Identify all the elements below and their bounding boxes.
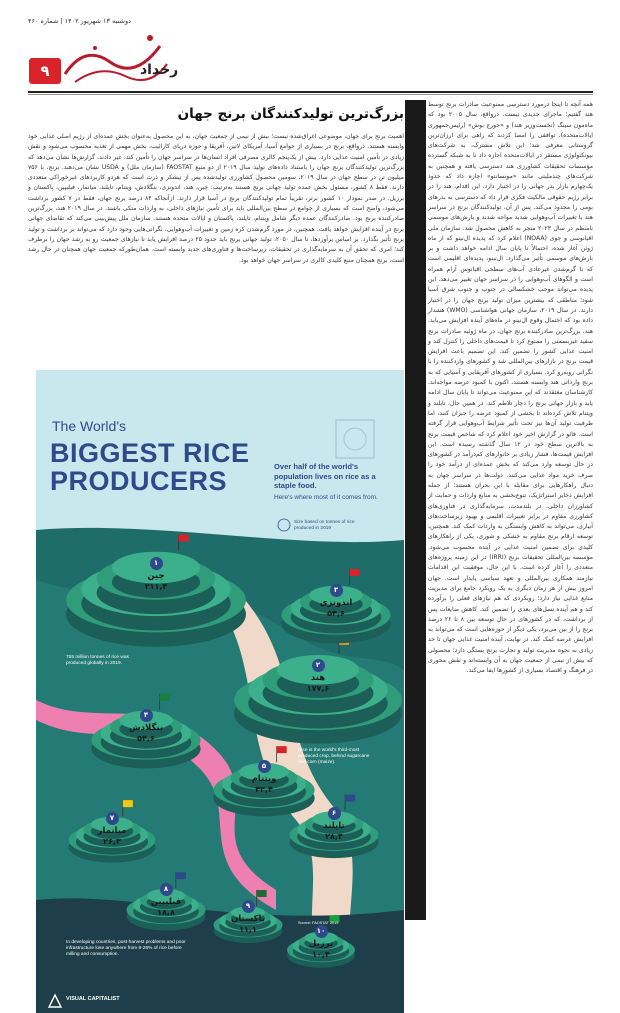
infographic-subtitle2: Here's where most of it comes from. [274,494,378,501]
article-lead: اهمیت برنج برای جهان، موضوعی اغراق‌شده نیست؛ بیش از نیمی از جمعیت جهان، به این محصول به‌عنوان بخش عمده‌ای از رژیم اصلی غذایی خود وابسته هستند. درواقع، برنج در بسیاری از جوامع آسیا، آمریکای لاتین، آفریقا و حوزه دریای کارائیب، بخش مهمی از تغذیه محسوب می‌شود و نقش زیادی در تأمین امنیت غذایی دارد. بیش از یک‌پنجم کالری مصرفی افراد انسان‌ها در سراسر جهان را تأمین کند. غیر دادند. گزارش‌ها نشان می‌دهد که بزرگ‌ترین تولیدکنندگان برنج جهان را باستناد داده‌های تولید سال ۲۰۱۹ از دو منبع FAOSTAT (سازمان ملل) و USDA نشان می‌دهند. برنج، با ۷۵۶ میلیون تن در سطح جهان در سال ۲۰۱۹، سومین محصول کشاورزی تولیدشده پس از نیشکر و ذرت است که هردو کاربردهای غیرخوراکی متعددی دارند. فقط ۸ کشور، مسئول بخش عمده تولید جهانی برنج هستند به‌ترتیب: چین، هند، اندونزی، بنگلادش، ویتنام، تایلند، میانمار، فیلیپین، پاکستان و برزیل. در صدر نمودار ۱۰ کشور برتر، تقریباً تمام تولیدکنندگان برنج در آسیا قرار دارند. ازآنجاکه ۸۴ درصد برنج جهان، فقط در ۷ کشور برداشت می‌شود، واضح است که بسیاری از جوامع در سطح بین‌المللی باید برای تأمین نیازهای داخلی، به واردات متکی باشند. در سال ۲۰۱۹ هند، بزرگ‌ترین صادرکننده برنج بود. صادرکنندگان عمده دیگر شامل ویتنام، تایلند، پاکستان و ایالات متحده هستند. سازمان ملل پیش‌بینی می‌کند که تقاضای جهانی برنج در آینده افزایش خواهد یافت. همچنین، در مورد گرم‌شدن کره زمین و تغییرات آب‌وهوایی، نگرانی‌هایی وجود دارد که می‌تواند بر برداشت و تولید برنج تأثیر بگذارد. بر اساس برآوردها، تا سال ۲۰۵۰، تولید جهانی برنج باید حدود ۲۵ درصد افزایش یابد تا نیازهای جمعیت رو به رشد جهان را برطرف کند؛ امری که تحقق آن به سرمایه‌گذاری در تحقیقات، زیرساخت‌ها و فناوری‌های جدید وابسته است. همان‌طورکه جمعیت جهان همچنان در حال رشد است، برنج همچنان منبع کلیدی کالری در سراسر جهان خواهد بود. [28,133,405,264]
country-value: ۱۱,۱ [239,924,257,934]
sidebar-article: همه آنچه تا اینجا درمورد دسترسی ممنوعیت صادرات برنج توسط هند گفتیم؛ ماجرای جدیدی نیست. درواقع، سال ۲۰۰۵ بود که ماه‌مون سینگ (نخست‌وزیر هند) و «جورج بوش» (رئیس‌جمهوری ایالات‌متحده)، توافقی را امضا کردند که راهی برای ارزان‌ترین گروستانی معرفی شد؛ این تلاش مشترک، به شرکت‌های بیوتکنولوژی مستقر در ایالات‌متحده اجازه داد تا به شبکه گسترده مؤسسات تحقیقات کشاورزی هند دسترسی یافته و همچنین به شرکت‌های چندملیتی مانند «مونسانتو» اجازه داد که حدود یک‌چهارم بازار بذر جهانی را در اختیار دارد. این اقدام، هند را در برابر رژیم حقوقی مالکیت فکری قرار داد که دسترسی به بذرهای بومی را محدود می‌کند. پس از آن، تولیدکنندگان برنج در سراسر هند با تغییرات آب‌وهوایی شدید مواجه شدند و بارش‌های موسمی نامنظم در سال ۲۰۲۳ منجر به کاهش محصول شد. سازمان ملی اقیانوسی و جوی (NOAA) اعلام کرد که پدیده ال‌نینو که از ماه ژوئن آغاز شده، احتمالاً تا پایان سال ادامه خواهد داشت و بر بارش‌های موسمی تأثیر می‌گذارد. ال‌نینو، پدیده‌ای اقلیمی است که با گرم‌شدن غیرعادی آب‌های سطحی اقیانوس آرام همراه است و الگوهای آب‌وهوایی را در سراسر جهان تغییر می‌دهد. این پدیده می‌تواند موجب خشکسالی در جنوب و جنوب شرق آسیا شود؛ مناطقی که بیشترین میزان تولید برنج جهان را در اختیار دارند. در سال ۲۰۱۹، سازمان جهانی هواشناسی (WMO) هشدار داده بود که احتمال وقوع ال‌نینو در ماه‌های آینده افزایش می‌یابد. هند، بزرگ‌ترین صادرکننده برنج جهان، در ماه ژوئیه صادرات برنج سفید غیربسمتی را ممنوع کرد تا قیمت‌های داخلی را کنترل کند و امنیت غذایی کشور را تضمین کند. این تصمیم باعث افزایش قیمت برنج در بازارهای بین‌المللی شد و کشورهای واردکننده را با نگرانی روبه‌رو کرد. بسیاری از کشورهای آفریقایی و آسیایی که به برنج وارداتی هند وابسته هستند، اکنون با کمبود عرضه مواجه‌اند. کارشناسان معتقدند که این ممنوعیت می‌تواند تا پایان سال ادامه یابد و بازار جهانی برنج را دچار تلاطم کند. در همین حال، تایلند و ویتنام تلاش کرده‌اند تا بخشی از کمبود عرضه را جبران کنند، اما ظرفیت تولید آن‌ها نیز تحت تأثیر شرایط آب‌وهوایی قرار گرفته است. فائو در گزارش اخیر خود اعلام کرد که شاخص قیمت برنج به بالاترین سطح خود در ۱۲ سال گذشته رسیده است. این افزایش قیمت‌ها، فشار زیادی بر خانوارهای کم‌درآمد در کشورهای در حال توسعه وارد می‌کند که بخش عمده‌ای از درآمد خود را صرف خرید مواد غذایی می‌کنند. دولت‌ها در سراسر جهان به دنبال راهکارهایی برای مقابله با این بحران هستند؛ از جمله افزایش ذخایر استراتژیک، تنوع‌بخشی به منابع واردات و حمایت از کشاورزان داخلی. در بلندمدت، سرمایه‌گذاری در فناوری‌های کشاورزی مقاوم در برابر تغییرات اقلیمی و بهبود زیرساخت‌های آبیاری، می‌تواند به کاهش وابستگی به واردات کمک کند. همچنین، توسعه ارقام برنج مقاوم به خشکی و شوری، یکی از راهکارهای کلیدی برای تضمین امنیت غذایی در آینده محسوب می‌شود. مؤسسه بین‌المللی تحقیقات برنج (IRRI) در این زمینه پروژه‌های متعددی را آغاز کرده است. با این حال، موفقیت این اقدامات نیازمند همکاری بین‌المللی و تعهد سیاسی پایدار است. جهان امروز بیش از هر زمان دیگری به یک رویکرد جامع برای مدیریت منابع غذایی نیاز دارد؛ رویکردی که هم نیازهای فعلی را برآورده کند و هم آینده نسل‌های بعدی را تضمین کند. کاهش ضایعات پس از برداشت، که در کشورهای در حال توسعه بین ۸ تا ۲۶ درصد برنج را از بین می‌برد، یکی دیگر از حوزه‌هایی است که می‌تواند به افزایش عرضه کمک کند. در نهایت، آینده امنیت غذایی جهان تا حد زیادی به نحوه مدیریت تولید و تجارت برنج بستگی دارد؛ محصولی که بیش از نیمی از جمعیت جهان به آن وابسته‌اند و نقش محوری در فرهنگ و اقتصاد بسیاری از کشورها ایفا می‌کند. [428,101,594,675]
country-label [116,723,176,744]
country-value: ۱۰,۴ [312,950,330,960]
rank-badge: ۵ [258,760,271,773]
country-name: برزیل [308,939,334,950]
country-label [136,897,196,918]
country-name: هند [310,673,326,684]
country-name: بنگلادش [128,722,164,733]
rank-badge: ۱۰ [315,925,328,938]
country-label [126,571,186,592]
rank-badge: ۸ [160,883,173,896]
infographic-footer [36,988,404,1013]
country-name: میانمار [97,826,127,837]
newspaper-logo [55,24,175,92]
country-value: ۵۴,۶ [327,608,345,618]
country-name: ویتنام [251,773,277,784]
main-article [28,100,405,1002]
country-label [82,826,142,847]
flag [257,890,267,897]
rank-badge: ۳ [330,584,343,597]
country-label [306,598,366,619]
flag [277,746,287,753]
rank-badge: ۹ [242,900,255,913]
infographic-subtitle: Over half of the world's population lives on rice as a staple food. [274,462,376,490]
rank-badge: ۶ [328,807,341,820]
infographic-size-note: Size based on tonnes of rice produced in 2019 [294,520,355,531]
infographic-title-line2: BIGGEST RICE [50,438,250,468]
rank-badge: ۱ [150,557,163,570]
size-legend-circle [278,519,290,531]
flag [350,569,360,576]
country-label [291,939,351,960]
header-rule-thin [28,94,593,95]
brand-icon [48,994,62,1008]
flag [160,694,170,701]
note-third-crop: Rice is the world's third-most produced crop, behind sugarcane and corn (maize). [298,748,370,765]
issue-date: دوشنبه ۱۳ شهریور ۱۴۰۲ | شماره ۴۶۰ [28,17,131,25]
seal-decoration [336,420,374,458]
country-name: چین [147,571,165,582]
page-header [0,0,620,100]
country-label [234,774,294,795]
country-value: ۲۶,۳ [103,837,121,847]
rank-badge: ۴ [140,709,153,722]
country-value: ۴۳,۴ [255,784,273,794]
country-name: اندونزی [319,597,353,608]
seal-decoration-ring [344,428,366,450]
country-value: ۲۱۱,۴ [144,582,168,592]
country-value: ۵۴,۶ [137,733,155,743]
header-rule [28,91,593,93]
country-value: ۱۸,۸ [157,908,175,918]
country-name: فیلیپین [150,897,182,908]
country-label [218,914,278,935]
infographic-source: Source: FAOSTAT 2019 [298,921,339,925]
column-divider [405,100,426,920]
country-name: پاکستان [231,913,265,924]
flag [123,800,133,807]
infographic-brand: VISUAL CAPITALIST [66,996,120,1002]
flag [176,872,186,879]
page-number: ۹ [29,58,61,84]
rank-badge: ۲ [312,659,325,672]
note-developing: In developing countries, post-harvest problems and poor infrastructure lose anywhere from 8-26% of rice before milling and consumption. [66,940,186,957]
country-label [304,821,364,842]
article-headline: بزرگ‌ترین تولیدکنندگان برنج جهان [177,106,404,122]
country-label [288,673,348,694]
rice-infographic [36,370,404,1013]
flag [345,795,355,802]
country-value: ۱۷۷,۶ [306,684,330,694]
infographic-title-line3: PRODUCERS [50,466,228,496]
rank-badge: ۷ [106,812,119,825]
country-value: ۲۸,۴ [325,831,343,841]
country-name: تایلند [323,820,345,831]
flag [179,535,189,542]
note-total-production: 755 million tonnes of rice was produced globally in 2019. [66,655,129,666]
infographic-title-line1: The World's [52,418,126,434]
section-title: رخداد [140,62,179,78]
